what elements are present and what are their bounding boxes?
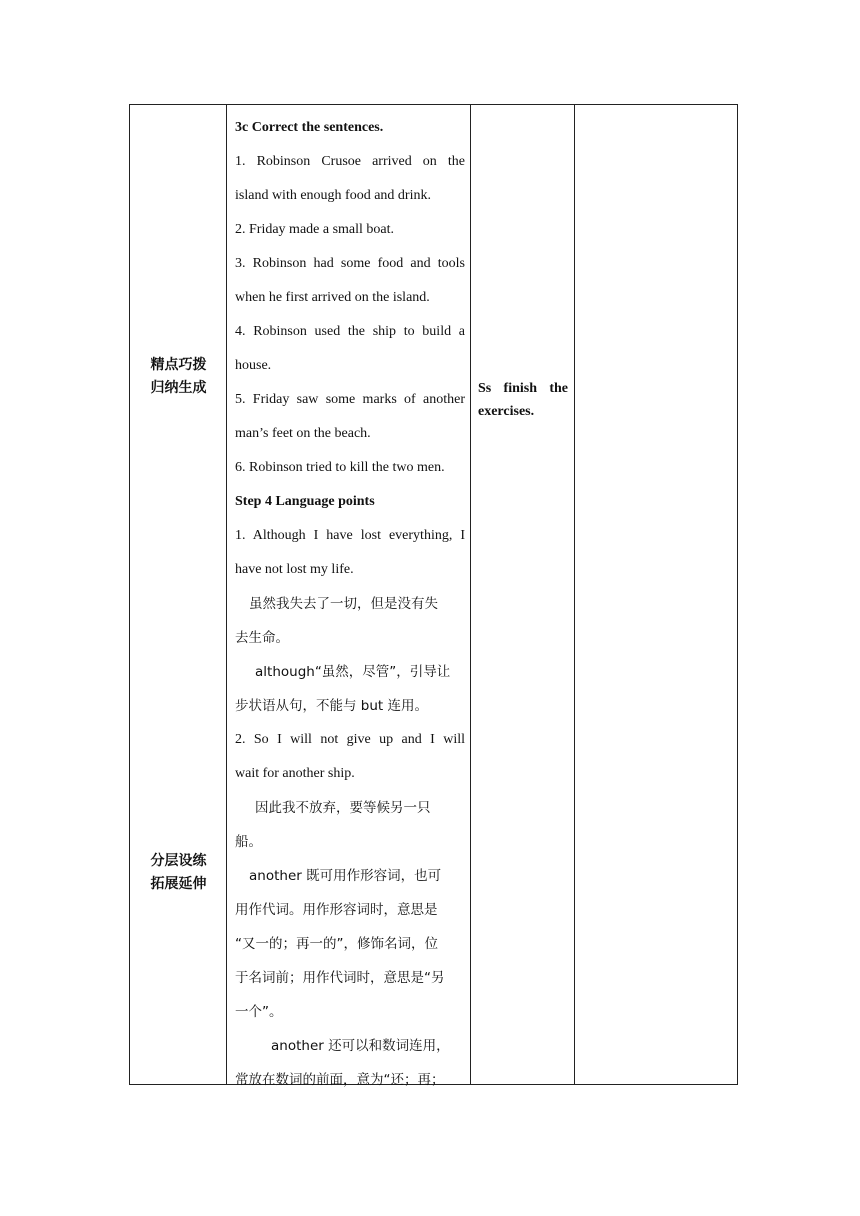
sentence-6: 6. Robinson tried to kill the two men. bbox=[235, 460, 445, 475]
point-1-translation-b: 去生命。 bbox=[235, 630, 289, 646]
sentence-2: 2. Friday made a small boat. bbox=[235, 222, 395, 237]
sentence-1-a: 1. Robinson Crusoe arrived on the bbox=[235, 154, 465, 169]
sentence-3-b: when he first arrived on the island. bbox=[235, 290, 430, 305]
sentence-3-a: 3. Robinson had some food and tools bbox=[235, 256, 465, 271]
another-note2-b: 常放在数词的前面，意为“还；再； bbox=[235, 1072, 445, 1088]
sentence-5-b: man’s feet on the beach. bbox=[235, 426, 371, 441]
heading-step4: Step 4 Language points bbox=[235, 494, 375, 509]
row-label-section1: 精点巧拨 归纳生成 bbox=[150, 357, 207, 396]
sentence-4-a: 4. Robinson used the ship to build a bbox=[235, 324, 465, 339]
lesson-plan-table bbox=[129, 104, 738, 1088]
another-note-a: another 既可用作形容词，也可 bbox=[249, 868, 442, 884]
another-note-e: 一个”。 bbox=[235, 1004, 283, 1020]
column-divider bbox=[574, 105, 575, 1084]
point-1-note-b: 步状语从句，不能与 but 连用。 bbox=[235, 698, 429, 714]
student-activity bbox=[478, 377, 568, 423]
point-1-a: 1. Although I have lost everything, I bbox=[235, 528, 465, 543]
another-note-b: 用作代词。用作形容词时，意思是 bbox=[235, 902, 438, 918]
point-2-b: wait for another ship. bbox=[235, 766, 355, 781]
point-1-note-a: although“虽然，尽管”，引导让 bbox=[255, 664, 451, 680]
heading-3c: 3c Correct the sentences. bbox=[235, 120, 384, 135]
point-2-translation-a: 因此我不放弃，要等候另一只 bbox=[255, 800, 431, 816]
activity-line-1: Ss finish the bbox=[478, 381, 568, 396]
another-note-d: 于名词前；用作代词时，意思是“另 bbox=[235, 970, 445, 986]
row-label-section2: 分层设练 拓展延伸 bbox=[150, 853, 207, 892]
teaching-content bbox=[235, 111, 465, 1097]
sentence-5-a: 5. Friday saw some marks of another bbox=[235, 392, 465, 407]
another-note2-a: another 还可以和数词连用， bbox=[271, 1038, 450, 1054]
column-divider bbox=[226, 105, 227, 1084]
point-1-translation-a: 虽然我失去了一切，但是没有失 bbox=[249, 596, 438, 612]
point-2-a: 2. So I will not give up and I will bbox=[235, 732, 465, 747]
point-1-b: have not lost my life. bbox=[235, 562, 354, 577]
column-divider bbox=[470, 105, 471, 1084]
point-2-translation-b: 船。 bbox=[235, 834, 262, 850]
sentence-1-b: island with enough food and drink. bbox=[235, 188, 431, 203]
activity-line-2: exercises. bbox=[478, 404, 535, 419]
sentence-4-b: house. bbox=[235, 358, 272, 373]
another-note-c: “又一的；再一的”，修饰名词，位 bbox=[235, 936, 438, 952]
